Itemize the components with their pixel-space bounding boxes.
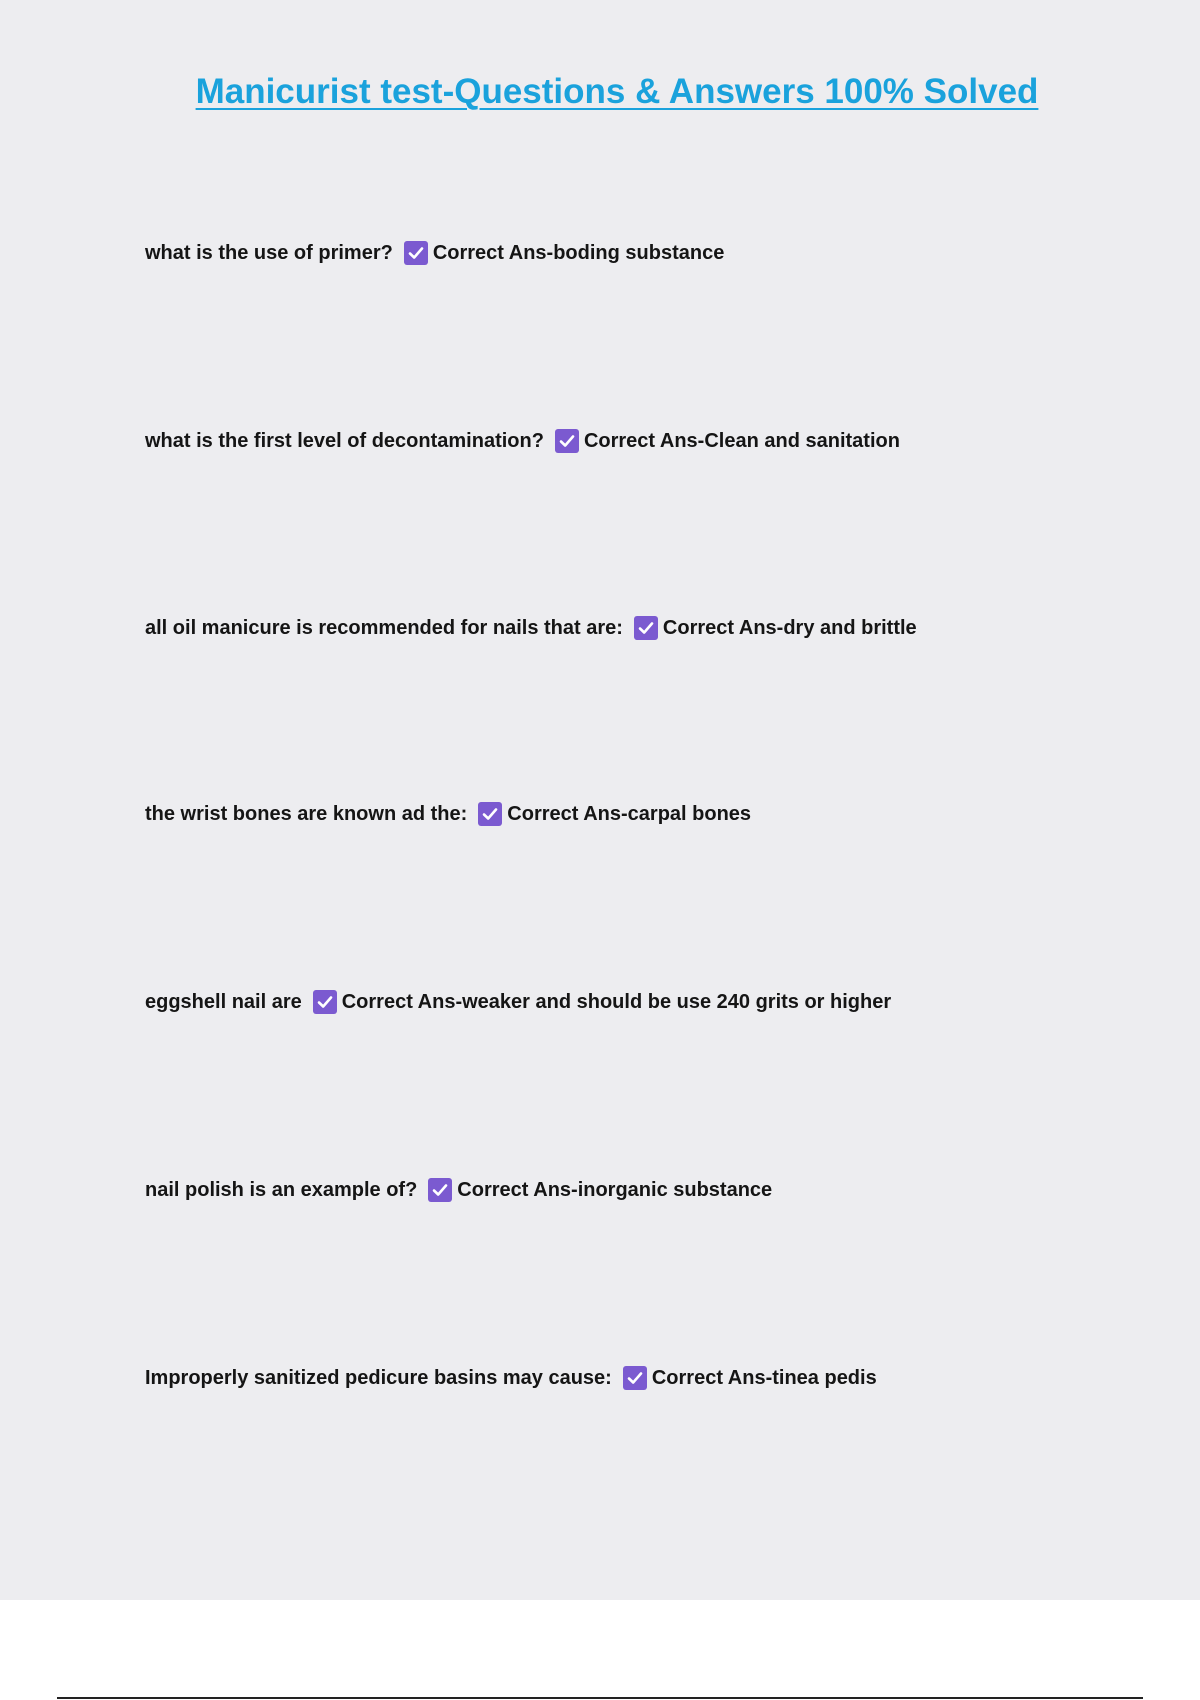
qa-item [145, 1175, 772, 1205]
checkbox-checked-icon [478, 802, 502, 826]
question-text: the wrist bones are known ad the: [145, 802, 468, 825]
checkbox-checked-icon [428, 1178, 452, 1202]
answer-text: Correct Ans-Clean and sanitation [583, 429, 900, 452]
answer-text: Correct Ans-weaker and should be use 240 grits or higher [341, 990, 892, 1013]
checkbox-checked-icon [555, 429, 579, 453]
answer-text: Correct Ans-dry and brittle [662, 616, 917, 639]
footer-divider [57, 1697, 1143, 1699]
document-title: Manicurist test-Questions & Answers 100% Solved [195, 72, 1039, 111]
qa-item [145, 1363, 877, 1393]
question-text: eggshell nail are [145, 990, 302, 1013]
checkbox-checked-icon [634, 616, 658, 640]
question-text: what is the use of primer? [145, 241, 393, 264]
answer-text: Correct Ans-boding substance [432, 241, 725, 264]
qa-item [145, 987, 891, 1017]
question-text: all oil manicure is recommended for nails that are: [145, 616, 623, 639]
question-text: Improperly sanitized pedicure basins may cause: [145, 1366, 612, 1389]
question-text: nail polish is an example of? [145, 1178, 418, 1201]
checkbox-checked-icon [623, 1366, 647, 1390]
checkbox-checked-icon [313, 990, 337, 1014]
checkbox-checked-icon [404, 241, 428, 265]
answer-text: Correct Ans-carpal bones [507, 802, 752, 825]
question-text: what is the first level of decontamination? [145, 429, 544, 452]
answer-text: Correct Ans-tinea pedis [651, 1366, 877, 1389]
qa-item [145, 426, 900, 456]
qa-item [145, 238, 724, 268]
qa-item [145, 613, 917, 643]
qa-item [145, 799, 751, 829]
answer-text: Correct Ans-inorganic substance [457, 1178, 773, 1201]
